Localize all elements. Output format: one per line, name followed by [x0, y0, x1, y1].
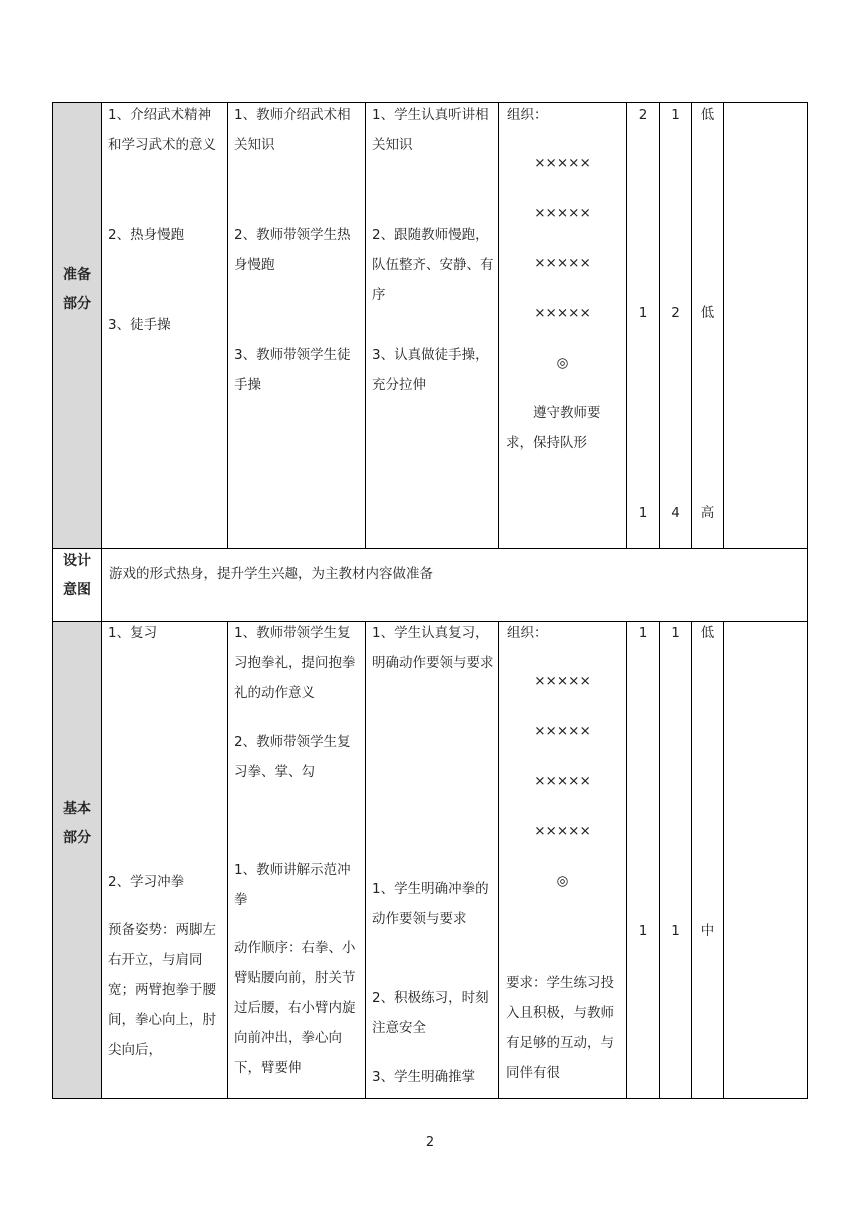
prep-formation-row: ××××× [534, 255, 591, 271]
basic-label-cell [53, 622, 101, 1098]
prep-formation-row: ××××× [534, 205, 591, 221]
design-label [53, 547, 101, 605]
prep-time-3: 1 [638, 505, 648, 521]
prep-label-line2: 部分 [63, 296, 91, 312]
basic-count-1: 1 [671, 625, 680, 641]
basic-formation-row: ××××× [534, 773, 591, 789]
prep-org-label: 组织： [507, 107, 548, 123]
basic-formation-row: ××××× [534, 823, 591, 839]
prep-label-cell [53, 103, 101, 548]
basic-time-1: 1 [638, 625, 648, 641]
basic-teacher-3: 1、教师讲解示范冲拳 [234, 862, 351, 908]
basic-content-stance: 预备姿势：两脚左右开立，与肩同宽；两臂抱拳于腰间，拳心向上，肘尖向后， [108, 922, 216, 1058]
basic-teacher-2: 2、教师带领学生复习拳、掌、勾 [234, 734, 351, 780]
basic-teacher-1: 1、教师带领学生复习抱拳礼，提问抱拳礼的动作意义 [234, 625, 356, 701]
basic-intensity-2: 中 [700, 923, 715, 939]
design-label-line1: 设计 [63, 553, 91, 569]
design-text: 游戏的形式热身，提升学生兴趣，为主教材内容做准备 [109, 566, 433, 582]
prep-org-note: 遵守教师要求，保持队形 [506, 405, 601, 451]
prep-teacher: 1、教师介绍武术相关知识 2、教师带领学生热身慢跑 3、教师带领学生徒手操 [234, 107, 351, 393]
basic-formation-row: ××××× [534, 723, 591, 739]
prep-student: 1、学生认真听讲相关知识 2、跟随教师慢跑，队伍整齐、安静、有序 3、认真做徒手操，充分拉伸 [372, 107, 494, 393]
prep-time-2: 1 [638, 305, 648, 321]
basic-org-note: 要求：学生练习投入且积极，与教师有足够的互动，与同伴有很 [506, 975, 614, 1081]
prep-formation-row: ××××× [534, 305, 591, 321]
prep-teacher-symbol: ◎ [556, 355, 569, 371]
basic-student-3: 2、积极练习，时刻注意安全 [372, 990, 489, 1036]
prep-count-3: 4 [671, 505, 680, 521]
page-number: 2 [425, 1135, 435, 1150]
basic-student-1: 1、学生认真复习，明确动作要领与要求 [372, 625, 494, 671]
basic-time-2: 1 [638, 923, 648, 939]
basic-label-line1: 基本 [63, 801, 91, 817]
prep-intensity-2: 低 [700, 305, 715, 321]
prep-count-1: 1 [671, 107, 680, 123]
basic-student-4: 3、学生明确推掌 [372, 1069, 476, 1085]
prep-content: 1、介绍武术精神和学习武术的意义 2、热身慢跑 3、徒手操 [108, 107, 216, 333]
basic-org-label: 组织： [507, 625, 548, 641]
prep-label-line1: 准备 [63, 267, 91, 283]
basic-teacher-4: 动作顺序：右拳、小臂贴腰向前，肘关节过后腰，右小臂内旋向前冲出，拳心向下，臂要伸 [234, 940, 356, 1076]
basic-content-punch: 2、学习冲拳 [108, 874, 185, 890]
prep-label [53, 261, 101, 319]
basic-student-2: 1、学生明确冲拳的动作要领与要求 [372, 881, 489, 927]
prep-intensity-3: 高 [700, 505, 715, 521]
basic-content-review: 1、复习 [108, 625, 158, 641]
basic-intensity-1: 低 [700, 625, 715, 641]
basic-count-2: 1 [671, 923, 680, 939]
basic-label-line2: 部分 [63, 830, 91, 846]
basic-teacher-symbol: ◎ [556, 873, 569, 889]
prep-count-2: 2 [671, 305, 680, 321]
design-label-line2: 意图 [63, 582, 91, 598]
prep-formation-row: ××××× [534, 155, 591, 171]
prep-intensity-1: 低 [700, 107, 715, 123]
basic-label [53, 795, 101, 853]
prep-time-1: 2 [638, 107, 648, 123]
basic-formation-row: ××××× [534, 673, 591, 689]
